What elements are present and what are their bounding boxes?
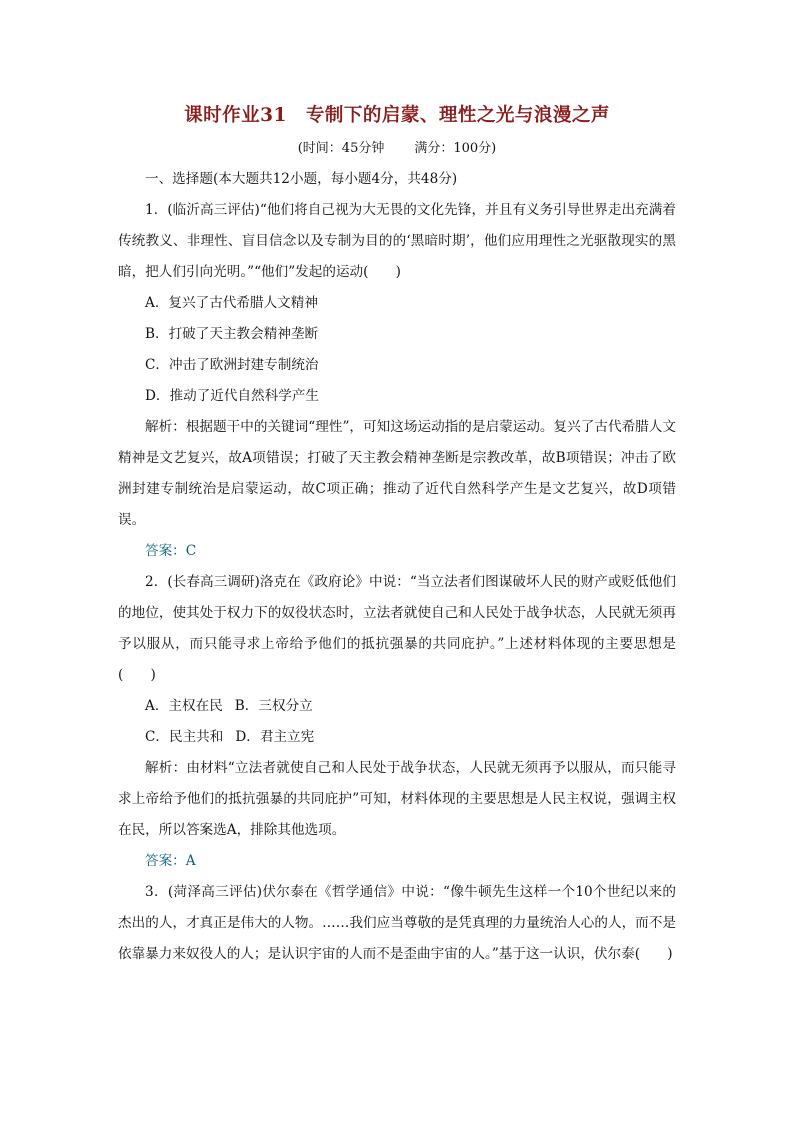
question-2-options-row-2 bbox=[118, 722, 676, 753]
full-score: 满分：100分) bbox=[414, 141, 497, 156]
question-1-answer: 答案：C bbox=[145, 543, 197, 559]
question-3-stem: 3．(菏泽高三评估)伏尔泰在《哲学通信》中说：“像牛顿先生这样一个10个世纪以来的杰出的人，才真正是伟大的人物。……我们应当尊敬的是凭真理的力量统治人心的人，而不是依靠暴力来奴役人的人；是认识宇宙的人而不是歪曲宇宙的人。”基于这一认识，伏尔泰( ) bbox=[118, 884, 676, 962]
section-heading: 一、选择题(本大题共12小题，每小题4分，共48分) bbox=[145, 171, 458, 187]
question-1-stem: 1．(临沂高三评估)“他们将自己视为大无畏的文化先锋，并且有义务引导世界走出充满着传统教义、非理性、盲目信念以及专制为目的的‘黑暗时期’，他们应用理性之光驱散现实的黑暗，把人们引向光明。”“他们”发起的运动( ) bbox=[118, 202, 676, 280]
page-title: 课时作业31 专制下的启蒙、理性之光与浪漫之声 bbox=[184, 105, 610, 126]
question-2-option-d: D．君主立宪 bbox=[235, 729, 315, 745]
question-2-stem: 2．(长春高三调研)洛克在《政府论》中说：“当立法者们图谋破坏人民的财产或贬低他们的地位，使其处于权力下的奴役状态时，立法者就使自己和人民处于战争状态，人民就无须再予以服从，而只能寻求上帝给予他们的抵抗强暴的共同庇护。”上述材料体现的主要思想是( ) bbox=[118, 574, 676, 683]
question-2-options-row-1 bbox=[118, 691, 676, 722]
question-2-option-c: C．民主共和 bbox=[145, 729, 224, 745]
question-2-option-b: B．三权分立 bbox=[234, 698, 313, 714]
question-1-option-d: D．推动了近代自然科学产生 bbox=[145, 388, 320, 404]
question-2-option-a: A．主权在民 bbox=[145, 698, 223, 714]
question-1-option-a: A．复兴了古代希腊人文精神 bbox=[145, 295, 318, 311]
exam-meta bbox=[118, 138, 676, 160]
question-2-answer: 答案：A bbox=[145, 853, 196, 869]
question-2-analysis: 解析：由材料“立法者就使自己和人民处于战争状态，人民就无须再予以服从，而只能寻求上帝给予他们的抵抗强暴的共同庇护”可知，材料体现的主要思想是人民主权说，强调主权在民，所以答案选A，排除其他选项。 bbox=[118, 760, 676, 838]
question-1-analysis: 解析：根据题干中的关键词“理性”，可知这场运动指的是启蒙运动。复兴了古代希腊人文精神是文艺复兴，故A项错误；打破了天主教会精神垄断是宗教改革，故B项错误；冲击了欧洲封建专制统治是启蒙运动，故C项正确；推动了近代自然科学产生是文艺复兴，故D项错误。 bbox=[118, 419, 676, 528]
question-1-option-c: C．冲击了欧洲封建专制统治 bbox=[145, 357, 319, 373]
time-limit: (时间：45分钟 bbox=[297, 141, 385, 156]
question-1-option-b: B．打破了天主教会精神垄断 bbox=[145, 326, 319, 342]
